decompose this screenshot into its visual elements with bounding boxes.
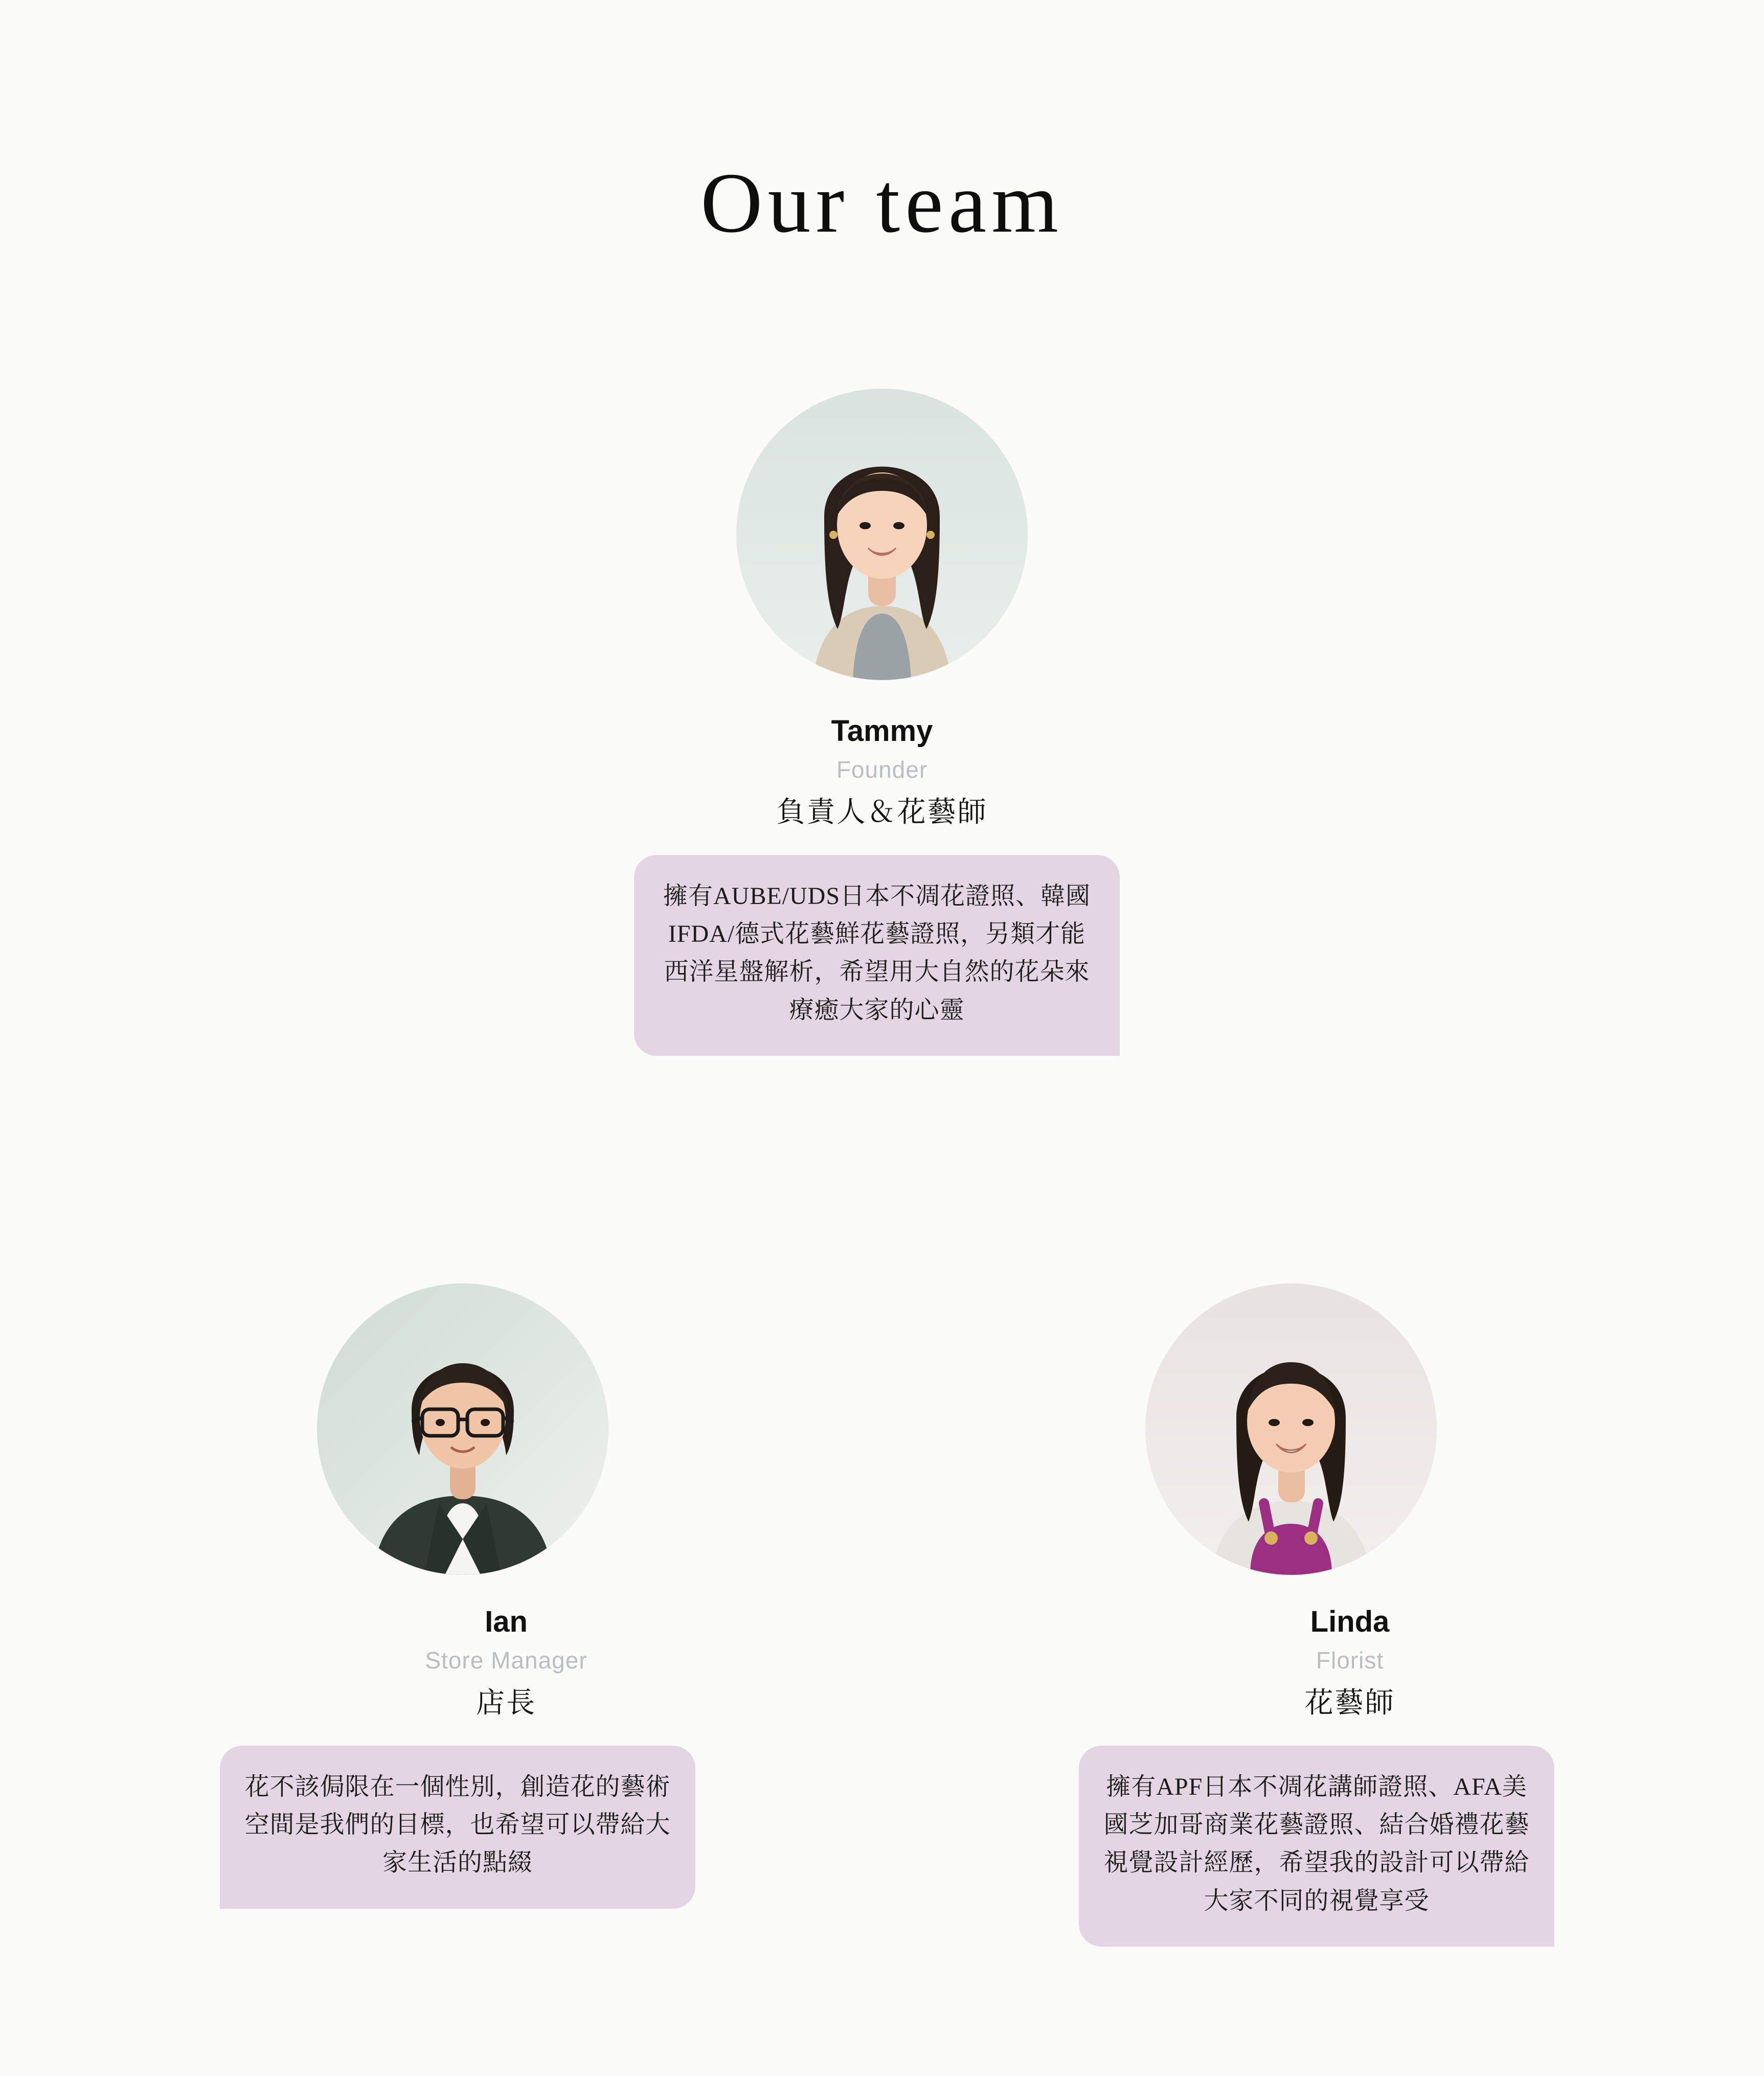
member-name: Linda [1310,1605,1390,1638]
member-title: 店長 [476,1687,536,1720]
avatar [317,1283,608,1575]
member-role: Founder [836,756,928,783]
avatar [736,389,1028,680]
team-member-card [1079,1283,1554,1947]
linda-portrait [1145,1283,1437,1575]
member-name: Ian [485,1605,528,1638]
member-bio-bubble: 擁有APF日本不凋花講師證照、AFA美國芝加哥商業花藝證照、結合婚禮花藝視覺設計經歷，希望我的設計可以帶給大家不同的視覺享受 [1079,1746,1554,1947]
team-member-card [634,389,1130,1056]
member-role: Store Manager [425,1646,587,1674]
member-role: Florist [1316,1646,1384,1674]
page-title: Our team [700,155,1064,251]
member-name: Tammy [831,714,933,748]
avatar [1145,1283,1437,1575]
member-bio-bubble: 花不該侷限在一個性別，創造花的藝術空間是我們的目標，也希望可以帶給大家生活的點綴 [220,1746,695,1909]
member-bio-bubble: 擁有AUBE/UDS日本不凋花證照、韓國IFDA/德式花藝鮮花藝證照，另類才能西洋星盤解析，希望用大自然的花朵來療癒大家的心靈 [634,855,1120,1056]
member-title: 花藝師 [1304,1687,1395,1720]
team-member-card [220,1283,695,1909]
member-title: 負責人＆花藝師 [776,797,988,829]
ian-portrait [317,1283,608,1575]
tammy-portrait [736,389,1028,680]
